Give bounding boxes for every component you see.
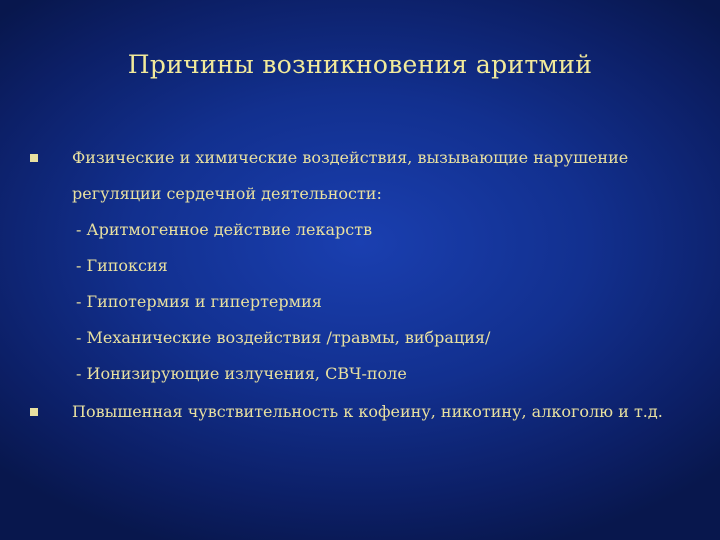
sub-item: - Механические воздействия /травмы, вибрация/	[76, 328, 491, 347]
bullet-text-line: Повышенная чувствительность к кофеину, никотину, алкоголю и т.д.	[72, 402, 663, 421]
slide-title: Причины возникновения аритмий	[127, 50, 593, 79]
square-bullet-icon	[30, 408, 38, 416]
sub-item: - Ионизирующие излучения, СВЧ-поле	[76, 364, 407, 383]
bullet-text-line: Физические и химические воздействия, вызывающие нарушение	[72, 148, 629, 167]
bullet-item	[30, 394, 690, 430]
square-bullet-icon	[30, 154, 38, 162]
sub-item: - Аритмогенное действие лекарств	[76, 220, 373, 239]
bullet-list	[30, 140, 690, 430]
bullet-item	[30, 140, 690, 392]
sub-item: - Гипотермия и гипертермия	[76, 292, 322, 311]
sub-item: - Гипоксия	[76, 256, 168, 275]
bullet-text-line: регуляции сердечной деятельности:	[72, 184, 382, 203]
